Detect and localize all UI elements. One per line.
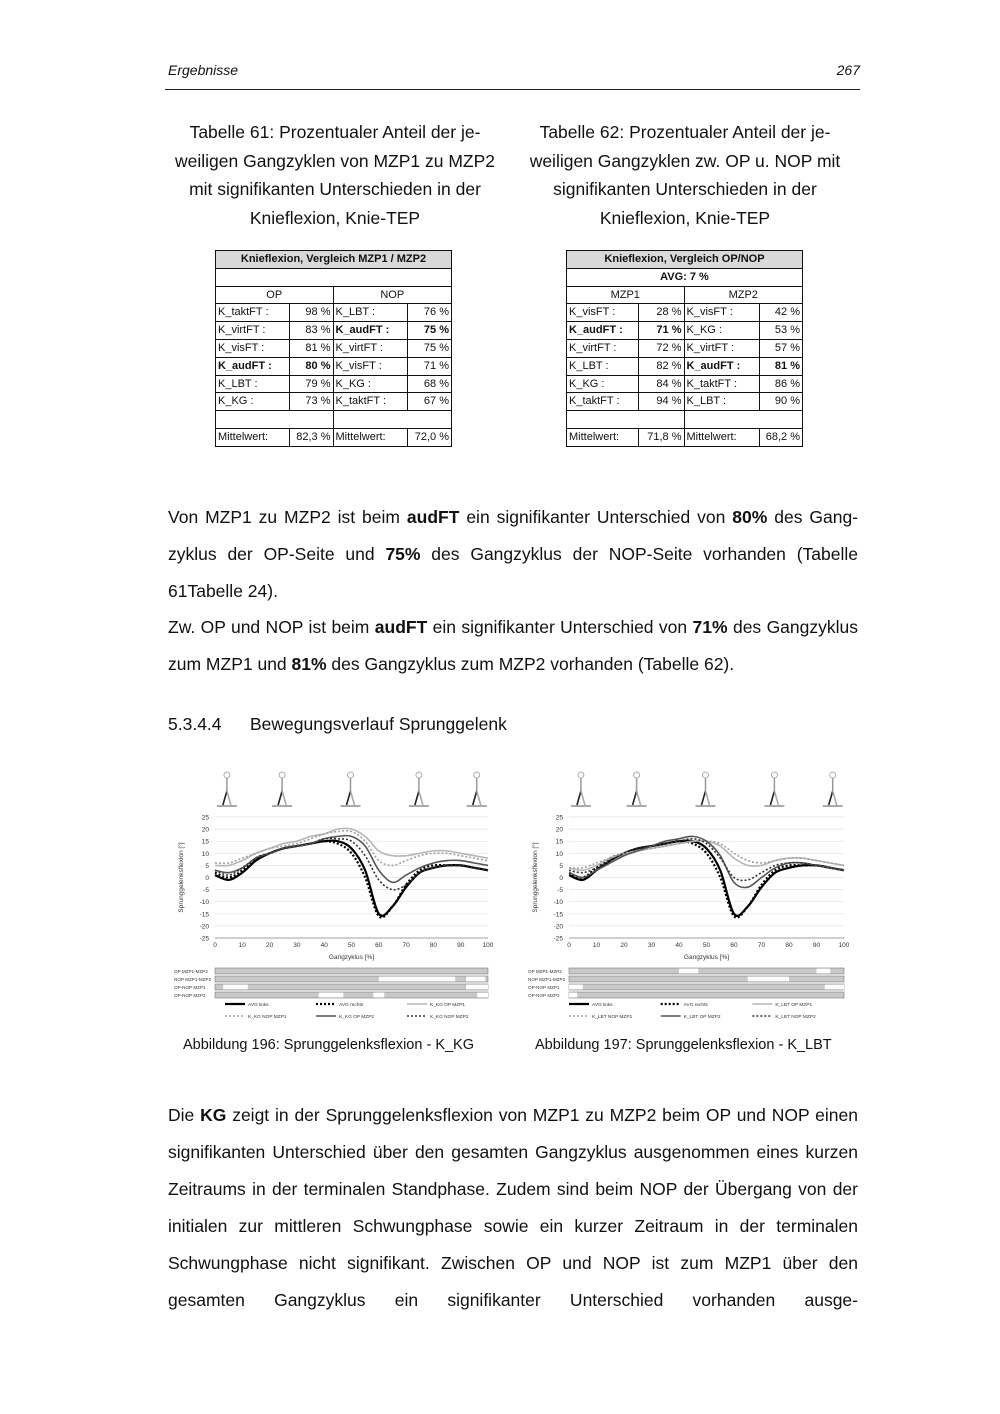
x-tick-label: 90: [457, 942, 465, 949]
chart-legend: [569, 1002, 816, 1020]
text: ein signifikanter Unterschied von: [459, 507, 733, 527]
x-tick-label: 90: [812, 942, 821, 949]
x-axis-label: Gangzyklus [%]: [328, 954, 375, 961]
table-blank-row: [216, 268, 452, 286]
non-significant-segment: [466, 985, 488, 990]
legend-label: K_KG NOP MZP1: [248, 1015, 287, 1020]
non-significant-segment: [379, 977, 455, 982]
y-tick-label: 15: [555, 838, 563, 846]
walker-figure-1-head: [224, 772, 230, 778]
walker-figure-4-leg-grey: [774, 791, 778, 805]
x-tick-label: 20: [265, 942, 274, 949]
cell: 76 %: [408, 304, 452, 322]
legend-label: K_LBT NOP MZP1: [592, 1015, 633, 1020]
cell: K_taktFT :: [333, 393, 408, 411]
cell: K_taktFT :: [684, 375, 760, 393]
x-tick-label: 30: [647, 942, 656, 949]
x-tick-label: 0: [213, 942, 217, 949]
x-tick-label: 70: [402, 942, 410, 949]
walker-figure-3-leg-black: [347, 791, 351, 805]
significance-row-label: OP MZP1-MZP2: [528, 969, 562, 974]
y-tick-label: 20: [555, 826, 563, 834]
paragraph-3: [168, 1097, 858, 1319]
significance-row-label: NOP MZP1-MZP2: [174, 977, 212, 982]
table-row: [216, 339, 452, 357]
legend-label: K_LBT NOP MZP2: [775, 1015, 816, 1020]
cell: K_audFT :: [567, 322, 639, 340]
significance-row-label: OP-NOP MZP2: [174, 993, 206, 998]
mean-row: [567, 428, 803, 446]
y-tick-label: -10: [553, 899, 563, 907]
chart-grid: [554, 815, 849, 950]
figure-197-chart: [527, 760, 849, 1025]
walker-figure-5-leg-grey: [477, 791, 481, 805]
walker-figure-2-leg-black: [278, 791, 282, 805]
x-tick-label: 20: [620, 942, 628, 949]
mean-label: Mittelwert:: [216, 428, 290, 446]
text: Die: [168, 1105, 201, 1125]
chart-grid: [200, 815, 493, 950]
significance-row-label: OP-NOP MZP2: [528, 993, 560, 998]
cell: 98 %: [289, 304, 333, 322]
paragraph-1: [168, 499, 858, 610]
significance-bars: [528, 968, 844, 998]
cell: K_audFT :: [684, 357, 760, 375]
cell: K_audFT :: [216, 357, 290, 375]
table-title: Knieflexion, Vergleich MZP1 / MZP2: [216, 251, 452, 269]
y-tick-label: 5: [559, 862, 563, 870]
bold-text: KG: [200, 1105, 227, 1125]
column-header-op: OP: [216, 286, 334, 304]
x-tick-label: 100: [838, 942, 849, 949]
caption-line: mit signifikanten Unterschieden in der: [189, 179, 481, 199]
non-significant-segment: [569, 993, 577, 998]
cell: 71 %: [408, 357, 452, 375]
cell: 57 %: [760, 339, 803, 357]
bold-text: 75%: [385, 544, 421, 564]
table-row: [216, 304, 452, 322]
y-tick-label: -10: [199, 899, 209, 907]
text: Zw. OP und NOP ist beim: [168, 617, 375, 637]
caption-line: weiligen Gangzyklen zw. OP u. NOP mit: [529, 150, 841, 171]
table-avg: AVG: 7 %: [567, 268, 803, 286]
mean-label: Mittelwert:: [567, 428, 639, 446]
walker-figure-1-leg-grey: [227, 791, 231, 805]
significance-row-label: NOP MZP1-MZP2: [528, 977, 566, 982]
legend-label: K_KG NOP MZP2: [430, 1015, 469, 1020]
caption-line: Tabelle 61: Prozentualer Anteil der je-: [189, 122, 481, 142]
y-tick-label: 15: [201, 838, 209, 846]
table-row: [216, 322, 452, 340]
caption-line: signifikanten Unterschieden in der: [553, 179, 817, 199]
x-tick-label: 80: [785, 942, 793, 949]
cell: K_KG :: [684, 322, 760, 340]
cell: 80 %: [289, 357, 333, 375]
legend-label: K_LBT OP MZP1: [775, 1003, 813, 1008]
figure-197-caption: Abbildung 197: Sprunggelenksflexion - K_LBT: [535, 1037, 832, 1053]
mean-label: Mittelwert:: [333, 428, 408, 446]
cell: K_LBT :: [684, 393, 760, 411]
significance-row-label: OP-NOP MZP1: [528, 985, 560, 990]
cell: 84 %: [638, 375, 684, 393]
running-header-chapter: Ergebnisse: [168, 62, 239, 78]
table-row: [216, 375, 452, 393]
mean-row: [216, 428, 452, 446]
y-tick-label: 10: [555, 850, 563, 858]
figure-196-caption: Abbildung 196: Sprunggelenksflexion - K_KG: [183, 1037, 474, 1053]
text: ein signifikanter Unterschied von: [427, 617, 693, 637]
y-tick-label: -15: [199, 911, 209, 919]
table-row: [216, 393, 452, 411]
table-row: [567, 393, 803, 411]
table-61-caption: [160, 118, 510, 232]
walker-figure-5-head: [474, 772, 480, 778]
table-row: [567, 339, 803, 357]
chart-series: [569, 836, 844, 917]
cell: K_virtFT :: [684, 339, 760, 357]
legend-label: K_KG OP MZP2: [339, 1015, 375, 1020]
bold-text: 71%: [692, 617, 728, 637]
x-tick-label: 100: [482, 942, 493, 949]
walker-figure-1-leg-black: [577, 791, 581, 805]
cell: 81 %: [289, 339, 333, 357]
text: des Gangzyklus der OP-Seite und: [168, 507, 859, 564]
header-rule: [165, 89, 860, 90]
legend-label: K_LBT OP MZP2: [683, 1015, 721, 1020]
walker-figure-4-leg-black: [770, 791, 774, 805]
non-significant-segment: [825, 985, 844, 990]
y-tick-label: 0: [205, 875, 209, 882]
bold-text: 80%: [732, 507, 768, 527]
cell: K_LBT :: [567, 357, 639, 375]
significance-bar: [215, 992, 488, 998]
cell: K_virtFT :: [216, 322, 290, 340]
y-tick-label: 5: [205, 862, 209, 870]
cell: 73 %: [289, 393, 333, 411]
cell: K_LBT :: [216, 375, 290, 393]
walker-figure-5-leg-black: [829, 791, 833, 805]
walker-figure-1-leg-grey: [581, 791, 585, 805]
walker-figure-3-head: [703, 772, 709, 778]
cell: K_visFT :: [216, 339, 290, 357]
walker-figure-3-head: [348, 772, 354, 778]
significance-bar: [215, 984, 488, 990]
cell: 75 %: [408, 339, 452, 357]
x-tick-label: 10: [592, 942, 601, 949]
cell: 53 %: [760, 322, 803, 340]
x-tick-label: 80: [429, 942, 438, 949]
cell: K_taktFT :: [216, 304, 290, 322]
walker-figure-2-leg-black: [633, 791, 637, 805]
non-significant-segment: [223, 985, 248, 990]
non-significant-segment: [817, 969, 831, 974]
cell: K_taktFT :: [567, 393, 639, 411]
section-heading: [168, 714, 507, 735]
table-62-caption: [510, 118, 860, 232]
walker-figure-3-leg-grey: [706, 791, 710, 805]
significance-bars: [174, 968, 488, 998]
gait-phase-figures: [571, 772, 843, 806]
cell: K_KG :: [333, 375, 408, 393]
y-tick-label: 10: [201, 850, 209, 858]
legend-label: K_KG OP MZP1: [430, 1003, 466, 1008]
x-tick-label: 60: [730, 942, 738, 949]
text: zeigt in der Sprunggelenksflexion von MZP1 zu MZP2 beim OP und NOP einen signifikanten Unterschied über den gesamten Gangzyklus ausgenommen eines kurzen Zeitraums in der terminalen Standphase. Zudem sind beim NOP der Übergang von der initialen zur mittleren Schwungphase sowie ein kurzer Zeitraum in der terminalen Schwungphase nicht signifikant. Zwischen OP und NOP ist zum MZP1 über den gesamten Gangzyklus ein signifikanter Unterschied vorhanden ausge-: [168, 1105, 858, 1310]
walker-figure-1-head: [578, 772, 584, 778]
walker-figure-3-leg-grey: [351, 791, 355, 805]
caption-line: weiligen Gangzyklen von MZP1 zu MZP2: [175, 150, 495, 171]
table-blank-row: [333, 411, 452, 429]
cell: K_visFT :: [333, 357, 408, 375]
mean-label: Mittelwert:: [684, 428, 760, 446]
cell: 83 %: [289, 322, 333, 340]
x-tick-label: 60: [375, 942, 383, 949]
table-row: [567, 322, 803, 340]
bold-text: audFT: [406, 507, 460, 527]
bold-text: 81%: [291, 654, 327, 674]
mean-value-op: 82,3 %: [289, 428, 333, 446]
gait-phase-figures: [217, 772, 487, 806]
x-tick-label: 50: [702, 942, 711, 949]
non-significant-segment: [466, 977, 485, 982]
y-tick-label: -15: [553, 911, 563, 919]
cell: K_LBT :: [333, 304, 408, 322]
non-significant-segment: [477, 993, 488, 998]
table-row: [567, 357, 803, 375]
y-tick-label: 20: [201, 826, 209, 834]
cell: 28 %: [638, 304, 684, 322]
x-tick-label: 10: [238, 942, 246, 949]
section-number: 5.3.4.4: [168, 714, 222, 734]
x-tick-label: 40: [675, 942, 683, 949]
x-tick-label: 50: [347, 942, 356, 949]
text: Von MZP1 zu MZP2 ist beim: [168, 507, 407, 527]
table-blank-row: [684, 411, 803, 429]
walker-figure-5-leg-black: [473, 791, 477, 805]
legend-label: AVG links: [592, 1003, 613, 1008]
table-row: [567, 304, 803, 322]
cell: 79 %: [289, 375, 333, 393]
walker-figure-4-head: [771, 772, 777, 778]
cell: K_virtFT :: [567, 339, 639, 357]
caption-line: Knieflexion, Knie-TEP: [599, 207, 771, 228]
non-significant-segment: [319, 993, 344, 998]
section-title: Bewegungsverlauf Sprunggelenk: [250, 714, 507, 734]
significance-bar: [569, 992, 844, 998]
cell: K_visFT :: [684, 304, 760, 322]
mean-value-mzp2: 68,2 %: [760, 428, 803, 446]
paragraph-2: [168, 609, 858, 683]
walker-figure-5-leg-grey: [833, 791, 837, 805]
y-tick-label: 0: [559, 875, 563, 882]
y-tick-label: -20: [199, 923, 209, 931]
cell: K_virtFT :: [333, 339, 408, 357]
significance-bar: [569, 984, 844, 990]
text: des Gangzyklus zum MZP1 und: [168, 617, 859, 674]
y-tick-label: -20: [553, 923, 563, 931]
chart-legend: [225, 1002, 469, 1020]
y-tick-label: -25: [553, 935, 563, 943]
y-tick-label: 25: [555, 814, 563, 822]
bold-text: audFT: [374, 617, 428, 637]
cell: 94 %: [638, 393, 684, 411]
cell: 68 %: [408, 375, 452, 393]
x-tick-label: 70: [757, 942, 766, 949]
table-61: [215, 250, 452, 447]
cell: 90 %: [760, 393, 803, 411]
x-tick-label: 30: [293, 942, 301, 949]
figure-196-chart: [173, 760, 493, 1025]
y-tick-label: -25: [199, 935, 209, 943]
column-header-nop: NOP: [333, 286, 452, 304]
cell: 71 %: [638, 322, 684, 340]
x-tick-label: 0: [567, 942, 571, 949]
non-significant-segment: [569, 985, 583, 990]
cell: K_KG :: [567, 375, 639, 393]
page-number: 267: [836, 62, 860, 78]
y-axis-label: Sprunggelenksflexion [°]: [178, 842, 185, 913]
mean-value-nop: 72,0 %: [408, 428, 452, 446]
table-blank-row: [216, 411, 334, 429]
walker-figure-4-leg-black: [415, 791, 419, 805]
walker-figure-2-leg-grey: [637, 791, 641, 805]
series-line: [215, 838, 488, 889]
text: des Gangzyklus zum MZP2 vorhanden (Tabelle 62).: [326, 654, 735, 674]
caption-line: Knieflexion, Knie-TEP: [249, 207, 421, 228]
non-significant-segment: [748, 977, 789, 982]
table-62: [566, 250, 803, 447]
cell: 42 %: [760, 304, 803, 322]
table-row: [567, 375, 803, 393]
walker-figure-2-head: [634, 772, 640, 778]
cell: K_visFT :: [567, 304, 639, 322]
x-tick-label: 40: [320, 942, 328, 949]
column-header-mzp1: MZP1: [567, 286, 685, 304]
table-title: Knieflexion, Vergleich OP/NOP: [567, 251, 803, 269]
cell: 86 %: [760, 375, 803, 393]
cell: 67 %: [408, 393, 452, 411]
non-significant-segment: [373, 993, 384, 998]
significance-bar: [569, 976, 844, 982]
column-header-mzp2: MZP2: [684, 286, 803, 304]
significance-row-label: OP-NOP MZP1: [174, 985, 206, 990]
table-blank-row: [567, 411, 685, 429]
y-tick-label: -5: [557, 887, 563, 895]
significance-bar: [215, 968, 488, 974]
significance-bar: [569, 968, 844, 974]
walker-figure-3-leg-black: [702, 791, 706, 805]
table-row: [216, 357, 452, 375]
y-tick-label: 25: [201, 814, 209, 822]
series-line: [569, 841, 844, 868]
non-significant-segment: [679, 969, 698, 974]
series-line: [569, 841, 844, 917]
cell: 75 %: [408, 322, 452, 340]
significance-row-label: OP MZP1-MZP2: [174, 969, 208, 974]
legend-label: AVG rechts: [683, 1003, 708, 1008]
y-tick-label: -5: [203, 887, 209, 895]
mean-value-mzp1: 71,8 %: [638, 428, 684, 446]
y-axis-label: Sprunggelenksflexion [°]: [532, 842, 539, 913]
cell: 82 %: [638, 357, 684, 375]
cell: 72 %: [638, 339, 684, 357]
text: des Gangzyklus der NOP-Seite vorhanden (Tabelle 61Tabelle 24).: [168, 544, 859, 601]
series-line: [215, 836, 488, 883]
cell: K_KG :: [216, 393, 290, 411]
caption-line: Tabelle 62: Prozentualer Anteil der je-: [539, 122, 831, 142]
walker-figure-4-head: [416, 772, 422, 778]
walker-figure-2-head: [279, 772, 285, 778]
walker-figure-1-leg-black: [223, 791, 227, 805]
cell: 81 %: [760, 357, 803, 375]
legend-label: AVG rechts: [339, 1003, 364, 1008]
walker-figure-4-leg-grey: [419, 791, 423, 805]
chart-series: [215, 828, 488, 917]
legend-label: AVG links: [248, 1003, 269, 1008]
walker-figure-2-leg-grey: [282, 791, 286, 805]
cell: K_audFT :: [333, 322, 408, 340]
x-axis-label: Gangzyklus [%]: [683, 954, 730, 961]
walker-figure-5-head: [830, 772, 836, 778]
